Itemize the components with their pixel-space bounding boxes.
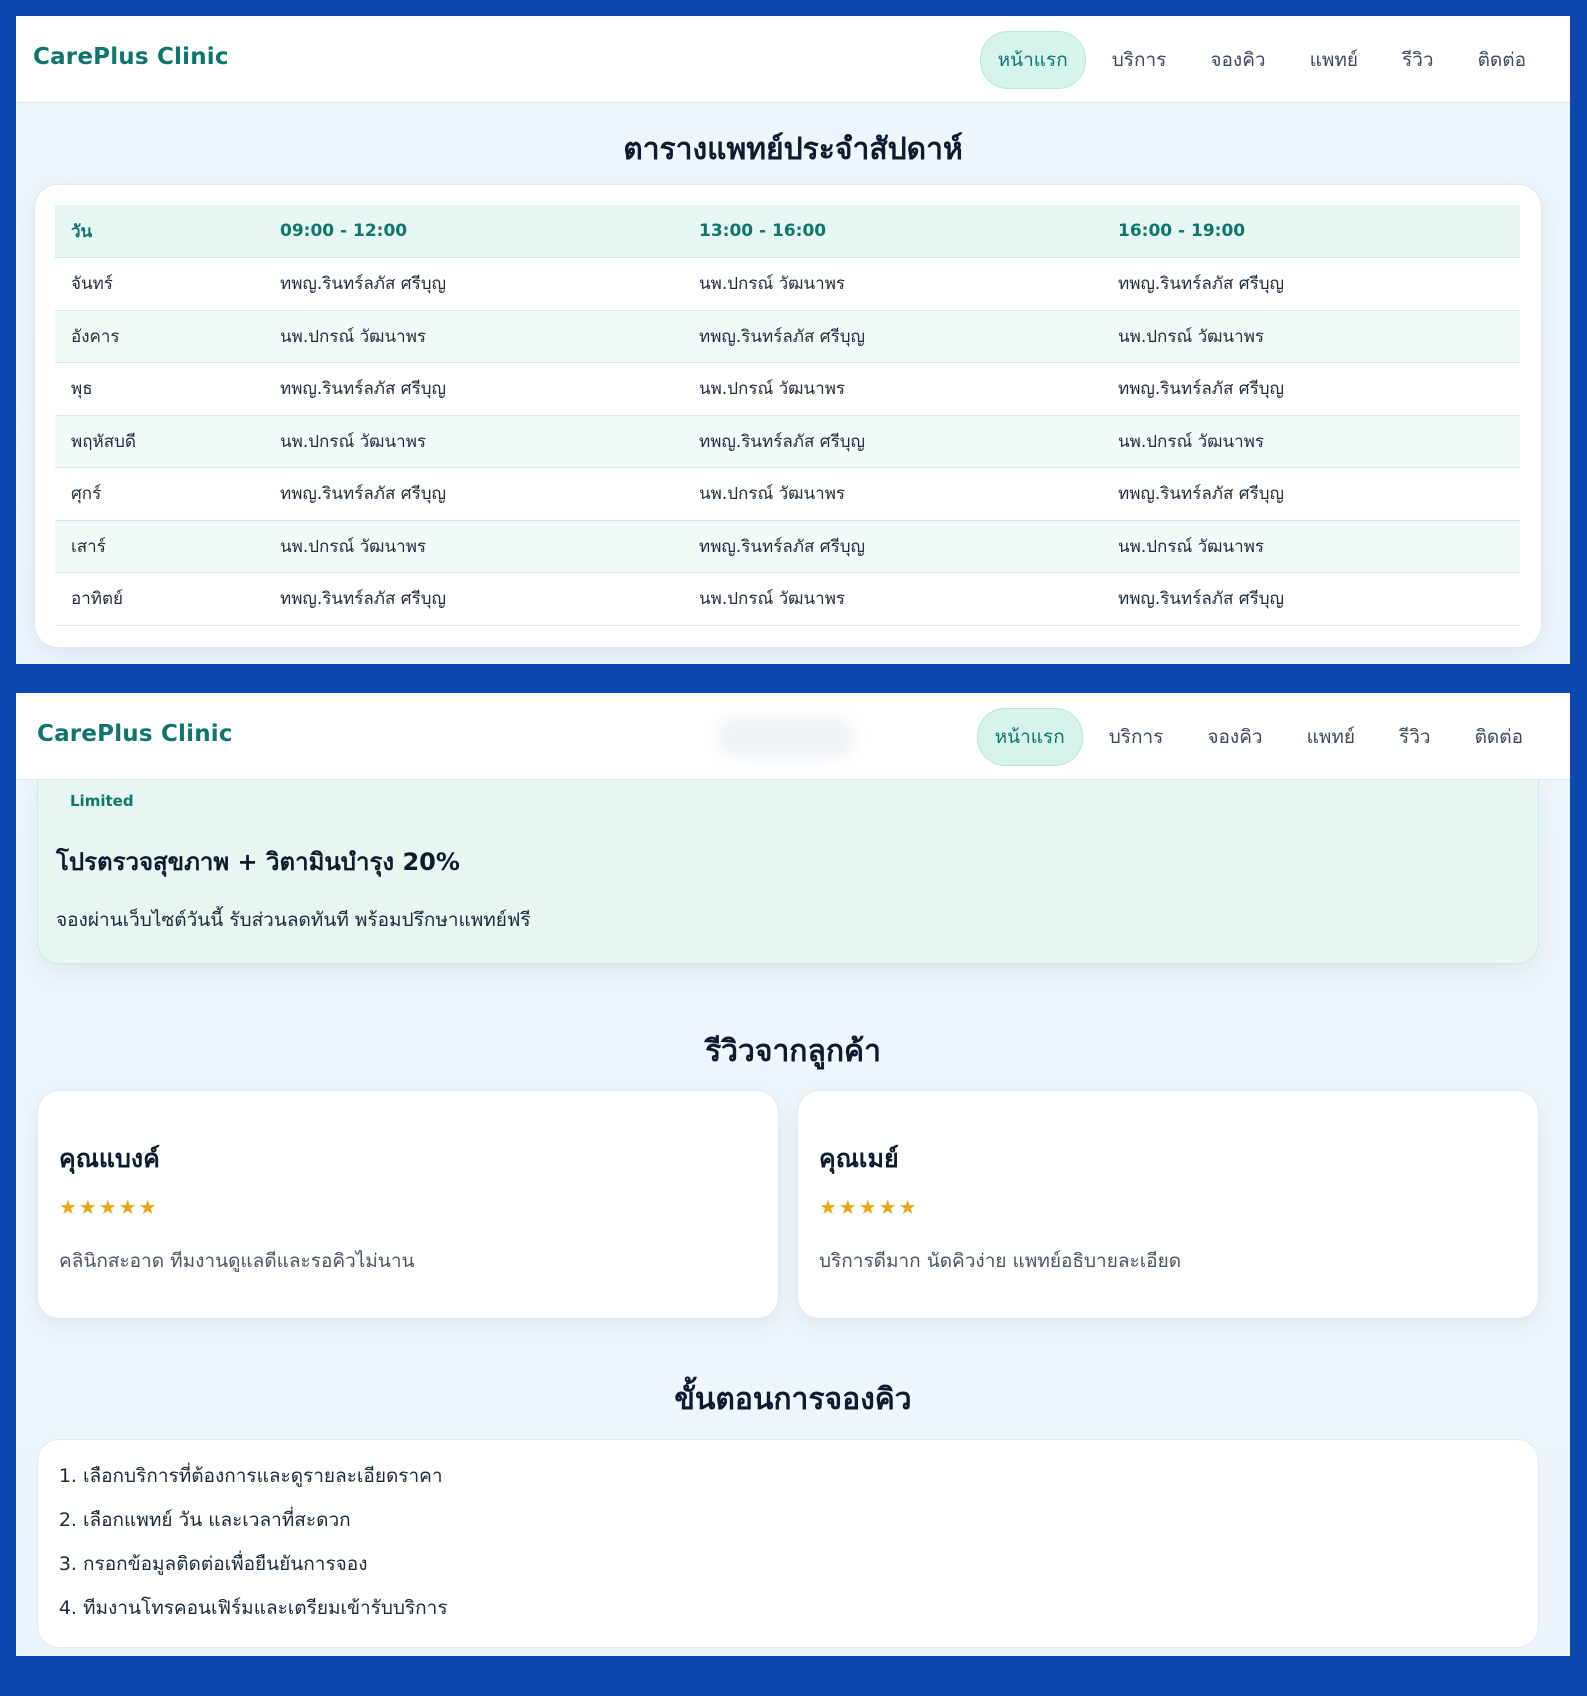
review-text: คลินิกสะอาด ทีมงานดูแลดีและรอคิวไม่นาน <box>59 1250 415 1272</box>
nav-links <box>977 708 1541 766</box>
nav-item-services[interactable]: บริการ <box>1111 49 1167 71</box>
doctor-cell: ทพญ.รินทร์ลภัส ศรีบุญ <box>264 468 683 521</box>
step-item: 2. เลือกแพทย์ วัน และเวลาที่สะดวก <box>83 1498 448 1542</box>
nav-links <box>980 31 1544 89</box>
reviews-title: รีวิวจากลูกค้า <box>705 1034 881 1069</box>
doctor-cell: นพ.ปกรณ์ วัฒนาพร <box>264 520 683 573</box>
nav-item-reviews[interactable]: รีวิว <box>1402 49 1434 71</box>
review-card <box>37 1090 779 1319</box>
brand-logo[interactable]: CarePlus Clinic <box>37 721 233 747</box>
header-day: วัน <box>55 205 264 258</box>
doctor-cell: นพ.ปกรณ์ วัฒนาพร <box>683 258 1102 311</box>
step-item: 1. เลือกบริการที่ต้องการและดูรายละเอียดราคา <box>83 1454 448 1498</box>
doctor-cell: นพ.ปกรณ์ วัฒนาพร <box>683 573 1102 626</box>
doctor-cell: ทพญ.รินทร์ลภัส ศรีบุญ <box>1102 363 1520 416</box>
nav-item-contact[interactable]: ติดต่อ <box>1474 726 1523 748</box>
doctor-cell: ทพญ.รินทร์ลภัส ศรีบุญ <box>1102 573 1520 626</box>
doctor-cell: นพ.ปกรณ์ วัฒนาพร <box>1102 415 1520 468</box>
steps-card <box>37 1439 1539 1648</box>
table-row <box>55 415 1520 468</box>
step-item: 3. กรอกข้อมูลติดต่อเพื่อยืนยันการจอง <box>83 1542 448 1586</box>
review-text: บริการดีมาก นัดคิวง่าย แพทย์อธิบายละเอียด <box>819 1250 1182 1272</box>
nav-item-doctors[interactable]: แพทย์ <box>1306 726 1356 748</box>
top-navbar <box>16 693 1570 780</box>
nav-item-booking[interactable]: จองคิว <box>1207 726 1263 748</box>
blurred-element <box>716 715 856 759</box>
table-row <box>55 258 1520 311</box>
table-row <box>55 573 1520 626</box>
day-cell: อังคาร <box>55 310 264 363</box>
nav-item-services[interactable]: บริการ <box>1108 726 1164 748</box>
promo-badge: Limited <box>70 792 134 810</box>
nav-item-contact[interactable]: ติดต่อ <box>1477 49 1526 71</box>
star-rating-icon: ★★★★★ <box>819 1195 919 1219</box>
nav-item-doctors[interactable]: แพทย์ <box>1309 49 1359 71</box>
doctor-cell: นพ.ปกรณ์ วัฒนาพร <box>683 363 1102 416</box>
doctor-cell: นพ.ปกรณ์ วัฒนาพร <box>264 310 683 363</box>
doctor-cell: ทพญ.รินทร์ลภัส ศรีบุญ <box>683 415 1102 468</box>
doctor-cell: นพ.ปกรณ์ วัฒนาพร <box>1102 310 1520 363</box>
doctor-cell: ทพญ.รินทร์ลภัส ศรีบุญ <box>1102 258 1520 311</box>
reviewer-name: คุณแบงค์ <box>59 1144 160 1173</box>
table-row <box>55 468 1520 521</box>
day-cell: จันทร์ <box>55 258 264 311</box>
doctor-cell: ทพญ.รินทร์ลภัส ศรีบุญ <box>264 258 683 311</box>
doctor-cell: นพ.ปกรณ์ วัฒนาพร <box>683 468 1102 521</box>
doctor-cell: นพ.ปกรณ์ วัฒนาพร <box>264 415 683 468</box>
table-row <box>55 310 1520 363</box>
steps-title: ขั้นตอนการจองคิว <box>674 1382 912 1417</box>
step-item: 4. ทีมงานโทรคอนเฟิร์มและเตรียมเข้ารับบริการ <box>83 1586 448 1630</box>
schedule-header-row <box>55 205 1520 258</box>
top-navbar <box>16 16 1570 103</box>
table-row <box>55 363 1520 416</box>
day-cell: พุธ <box>55 363 264 416</box>
doctor-cell: นพ.ปกรณ์ วัฒนาพร <box>1102 520 1520 573</box>
doctor-cell: ทพญ.รินทร์ลภัส ศรีบุญ <box>1102 468 1520 521</box>
day-cell: อาทิตย์ <box>55 573 264 626</box>
day-cell: ศุกร์ <box>55 468 264 521</box>
nav-item-booking[interactable]: จองคิว <box>1210 49 1266 71</box>
promo-title: โปรตรวจสุขภาพ + วิตามินบำรุง 20% <box>56 848 460 876</box>
header-slot-evening: 16:00 - 19:00 <box>1102 205 1520 258</box>
promo-description: จองผ่านเว็บไซต์วันนี้ รับส่วนลดทันที พร้อมปรึกษาแพทย์ฟรี <box>56 909 531 931</box>
steps-list <box>61 1454 448 1630</box>
schedule-title: ตารางแพทย์ประจำสัปดาห์ <box>623 132 963 167</box>
doctor-cell: ทพญ.รินทร์ลภัส ศรีบุญ <box>683 310 1102 363</box>
promo-banner <box>37 769 1539 964</box>
star-rating-icon: ★★★★★ <box>59 1195 159 1219</box>
doctor-cell: ทพญ.รินทร์ลภัส ศรีบุญ <box>264 363 683 416</box>
day-cell: เสาร์ <box>55 520 264 573</box>
reviewer-name: คุณเมย์ <box>819 1144 899 1173</box>
doctor-cell: ทพญ.รินทร์ลภัส ศรีบุญ <box>264 573 683 626</box>
schedule-table <box>55 205 1520 626</box>
table-row <box>55 520 1520 573</box>
promo-reviews-page-view <box>16 693 1570 1656</box>
nav-item-home[interactable]: หน้าแรก <box>977 708 1083 766</box>
header-slot-morning: 09:00 - 12:00 <box>264 205 683 258</box>
nav-item-home[interactable]: หน้าแรก <box>980 31 1086 89</box>
nav-item-reviews[interactable]: รีวิว <box>1399 726 1431 748</box>
doctor-cell: ทพญ.รินทร์ลภัส ศรีบุญ <box>683 520 1102 573</box>
schedule-page-view <box>16 16 1570 664</box>
review-card <box>797 1090 1539 1319</box>
schedule-card <box>34 184 1542 648</box>
header-slot-afternoon: 13:00 - 16:00 <box>683 205 1102 258</box>
day-cell: พฤหัสบดี <box>55 415 264 468</box>
brand-logo[interactable]: CarePlus Clinic <box>33 44 229 70</box>
